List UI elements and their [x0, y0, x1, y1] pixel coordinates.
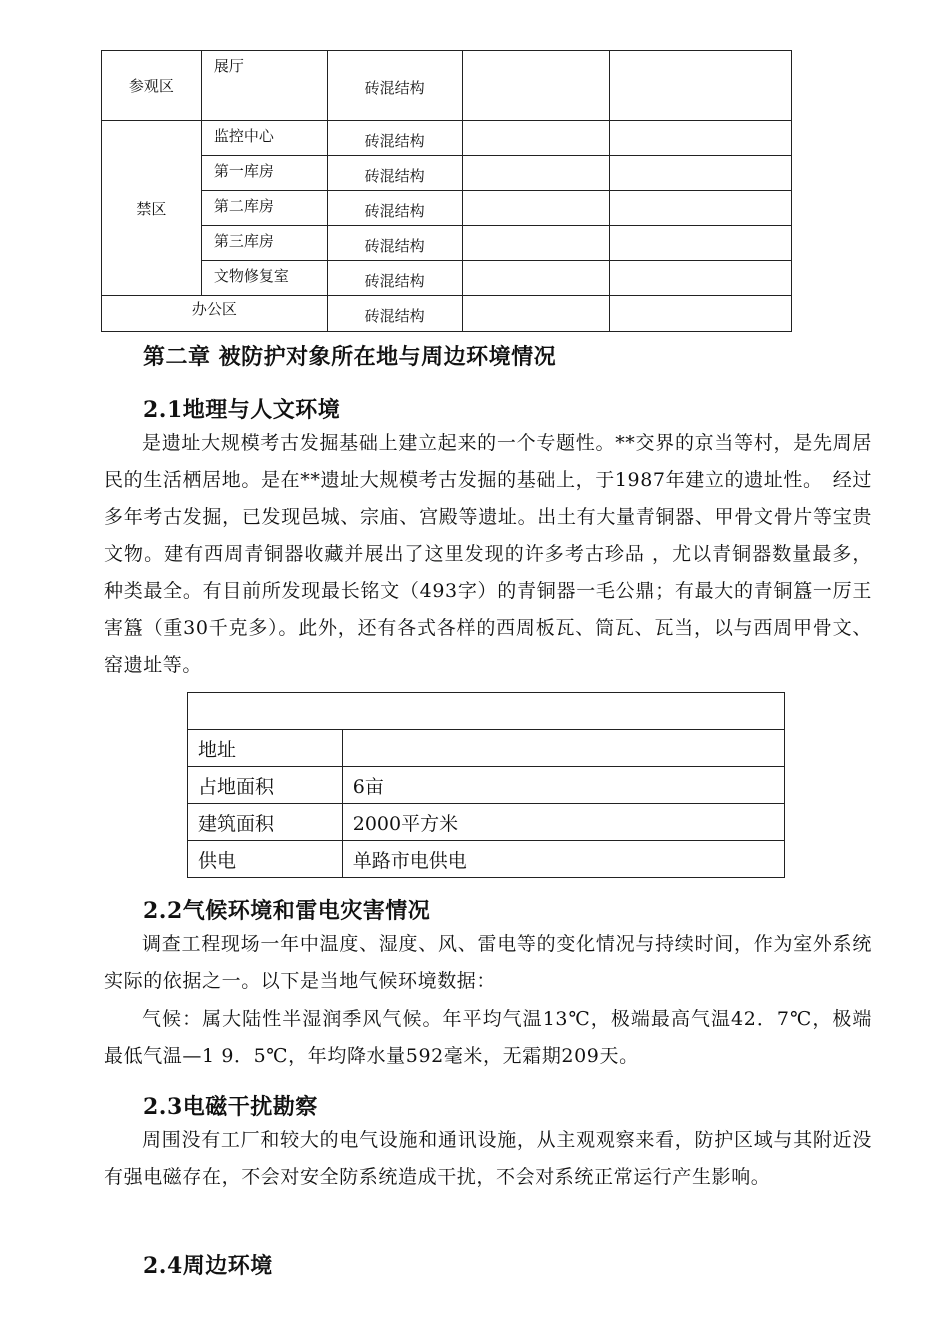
site-info-table [187, 692, 785, 878]
table-row [188, 693, 785, 730]
info-label: 建筑面积 [188, 804, 343, 841]
section-2-4-heading: 2.4周边环境 [143, 1253, 273, 1279]
empty-cell [610, 191, 792, 226]
structure-cell: 砖混结构 [327, 226, 462, 261]
zone-cell: 禁区 [102, 121, 202, 296]
section-2-2-body-1: 调查工程现场一年中温度、湿度、风、雷电等的变化情况与持续时间，作为室外系统实际的依据之一。以下是当地气候环境数据： [104, 933, 872, 992]
table-row [188, 730, 785, 767]
structure-cell: 砖混结构 [327, 121, 462, 156]
structure-cell: 砖混结构 [327, 51, 462, 121]
info-value: 2000平方米 [342, 804, 784, 841]
table-row [188, 767, 785, 804]
room-cell: 展厅 [201, 51, 327, 121]
empty-cell [610, 296, 792, 332]
info-label: 供电 [188, 841, 343, 878]
section-2-1-heading: 2.1地理与人文环境 [143, 397, 341, 423]
empty-cell [610, 156, 792, 191]
section-2-3-body: 周围没有工厂和较大的电气设施和通讯设施，从主观观察来看，防护区域与其附近没有强电磁存在，不会对安全防系统造成干扰，不会对系统正常运行产生影响。 [104, 1129, 872, 1188]
empty-cell [610, 226, 792, 261]
empty-cell [462, 296, 610, 332]
empty-cell [462, 226, 610, 261]
empty-cell [462, 191, 610, 226]
empty-cell [610, 121, 792, 156]
section-2-3-heading: 2.3电磁干扰勘察 [143, 1094, 318, 1120]
section-2-2-heading: 2.2气候环境和雷电灾害情况 [143, 898, 431, 924]
empty-cell [610, 51, 792, 121]
table-row [188, 804, 785, 841]
room-cell: 第二库房 [201, 191, 327, 226]
table-row [102, 121, 792, 156]
table-row [188, 841, 785, 878]
info-value [342, 730, 784, 767]
room-cell: 第一库房 [201, 156, 327, 191]
zone-cell: 参观区 [102, 51, 202, 121]
info-value: 6亩 [342, 767, 784, 804]
info-value: 单路市电供电 [342, 841, 784, 878]
room-cell: 第三库房 [201, 226, 327, 261]
room-cell: 文物修复室 [201, 261, 327, 296]
table-row [102, 226, 792, 261]
zone-cell: 办公区 [102, 296, 328, 332]
structure-cell: 砖混结构 [327, 261, 462, 296]
table-row [102, 156, 792, 191]
table-row [102, 191, 792, 226]
section-2-1-body: 是遗址大规模考古发掘基础上建立起来的一个专题性。**交界的京当等村，是先周居民的生活栖居地。是在**遗址大规模考古发掘的基础上，于1987年建立的遗址性。 经过多年考古发掘，已发现邑城、宗庙、宫殿等遗址。出土有大量青铜器、甲骨文骨片等宝贵文物。建有西周青铜器收藏并展出了这里发现的许多考古珍品 ，尤以青铜器数量最多，种类最全。有目前所发现最长铭文（493字）的青铜器一毛公鼎；有最大的青铜簋一厉王害簋（重30千克多）。此外，还有各式各样的西周板瓦、筒瓦、瓦当，以与西周甲骨文、窑遗址等。 [104, 432, 872, 676]
table-row [102, 261, 792, 296]
table-row [102, 296, 792, 332]
empty-cell [610, 261, 792, 296]
info-label: 地址 [188, 730, 343, 767]
structure-cell: 砖混结构 [327, 191, 462, 226]
zone-structure-table [101, 50, 792, 332]
chapter-title: 第二章 被防护对象所在地与周边环境情况 [143, 344, 557, 370]
empty-cell [462, 261, 610, 296]
room-cell: 监控中心 [201, 121, 327, 156]
structure-cell: 砖混结构 [327, 156, 462, 191]
info-label: 占地面积 [188, 767, 343, 804]
empty-cell [462, 121, 610, 156]
empty-cell [462, 156, 610, 191]
table-row [102, 51, 792, 121]
empty-cell [462, 51, 610, 121]
table-header-cell [188, 693, 785, 730]
structure-cell: 砖混结构 [327, 296, 462, 332]
section-2-2-body-2: 气候：属大陆性半湿润季风气候。年平均气温13℃，极端最高气温42．7℃，极端最低气温—1 9．5℃，年均降水量592毫米，无霜期209天。 [104, 1008, 872, 1067]
